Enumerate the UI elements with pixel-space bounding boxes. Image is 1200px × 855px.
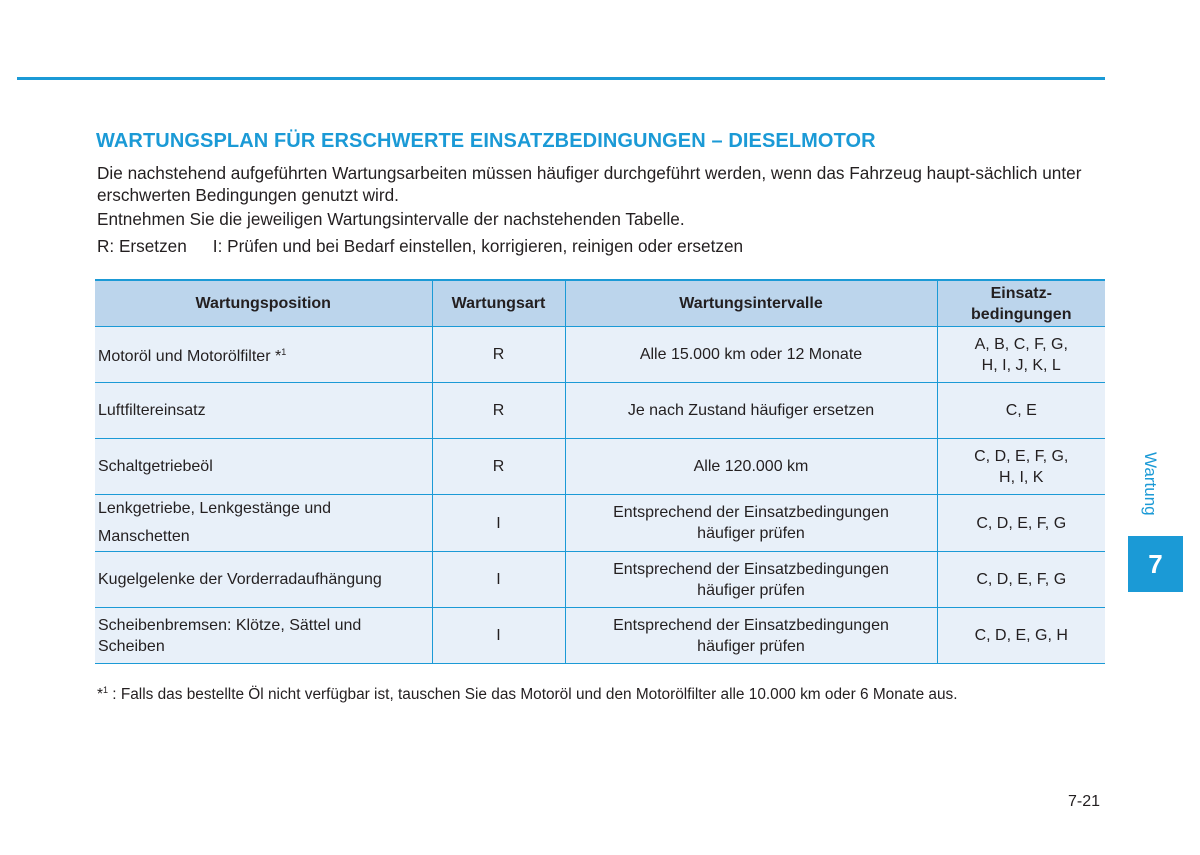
cell-interval: Je nach Zustand häufiger ersetzen — [565, 383, 937, 439]
cell-position: Schaltgetriebeöl — [95, 439, 432, 495]
cell-position: Luftfiltereinsatz — [95, 383, 432, 439]
table-row — [95, 608, 1105, 664]
top-rule — [17, 77, 1105, 80]
cell-type: R — [432, 383, 565, 439]
table-row — [95, 383, 1105, 439]
cell-type: I — [432, 608, 565, 664]
cell-interval: Entsprechend der Einsatzbedingungen häufiger prüfen — [565, 495, 937, 552]
table-header-row — [95, 280, 1105, 327]
cell-position: Motoröl und Motorölfilter *$^1$ — [95, 327, 432, 383]
maintenance-table — [95, 279, 1105, 664]
cell-type: R — [432, 327, 565, 383]
table-row — [95, 327, 1105, 383]
intro-text: Die nachstehend aufgeführten Wartungsarbeiten müssen häufiger durchgeführt werden, wenn das Fahrzeug haupt-sächlich unter erschwerten Bedingungen genutzt wird. — [97, 163, 1082, 205]
cell-interval: Entsprechend der Einsatzbedingungen häufiger prüfen — [565, 608, 937, 664]
cell-type: I — [432, 495, 565, 552]
header-interval: Wartungsintervalle — [565, 280, 937, 327]
footnote: *$^1$ : Falls das bestellte Öl nicht verfügbar ist, tauschen Sie das Motoröl und den Motorölfilter alle 10.000 km oder 6 Monate aus. — [97, 685, 958, 703]
chapter-tab: 7 — [1128, 536, 1183, 592]
intro-text-2: Entnehmen Sie die jeweiligen Wartungsintervalle der nachstehenden Tabelle. — [97, 209, 685, 229]
table-row — [95, 552, 1105, 608]
legend-inspect: I: Prüfen und bei Bedarf einstellen, korrigieren, reinigen oder ersetzen — [212, 236, 744, 256]
legend-replace: R: Ersetzen — [97, 236, 187, 256]
table-row — [95, 439, 1105, 495]
cell-position: Lenkgetriebe, Lenkgestänge und Manschetten — [95, 495, 432, 552]
cell-type: I — [432, 552, 565, 608]
page-number: 7-21 — [1068, 793, 1101, 810]
cell-interval: Alle 120.000 km — [565, 439, 937, 495]
cell-type: R — [432, 439, 565, 495]
cell-conditions: C, E — [937, 383, 1105, 439]
cell-position: Scheibenbremsen: Klötze, Sättel und Scheiben — [95, 608, 432, 664]
cell-interval: Alle 15.000 km oder 12 Monate — [565, 327, 937, 383]
page-title: WARTUNGSPLAN FÜR ERSCHWERTE EINSATZBEDINGUNGEN – DIESELMOTOR — [96, 130, 876, 152]
table-row — [95, 495, 1105, 552]
cell-interval: Entsprechend der Einsatzbedingungen häufiger prüfen — [565, 552, 937, 608]
cell-position: Kugelgelenke der Vorderradaufhängung — [95, 552, 432, 608]
cell-conditions: C, D, E, F, G, H, I, K — [937, 439, 1105, 495]
legend — [97, 235, 743, 257]
cell-conditions: C, D, E, G, H — [937, 608, 1105, 664]
section-label: Wartung — [1141, 452, 1160, 516]
cell-conditions: C, D, E, F, G — [937, 552, 1105, 608]
header-type: Wartungsart — [432, 280, 565, 327]
cell-conditions: A, B, C, F, G, H, I, J, K, L — [937, 327, 1105, 383]
cell-conditions: C, D, E, F, G — [937, 495, 1105, 552]
header-position: Wartungsposition — [95, 280, 432, 327]
header-conditions: Einsatz- bedingungen — [937, 280, 1105, 327]
